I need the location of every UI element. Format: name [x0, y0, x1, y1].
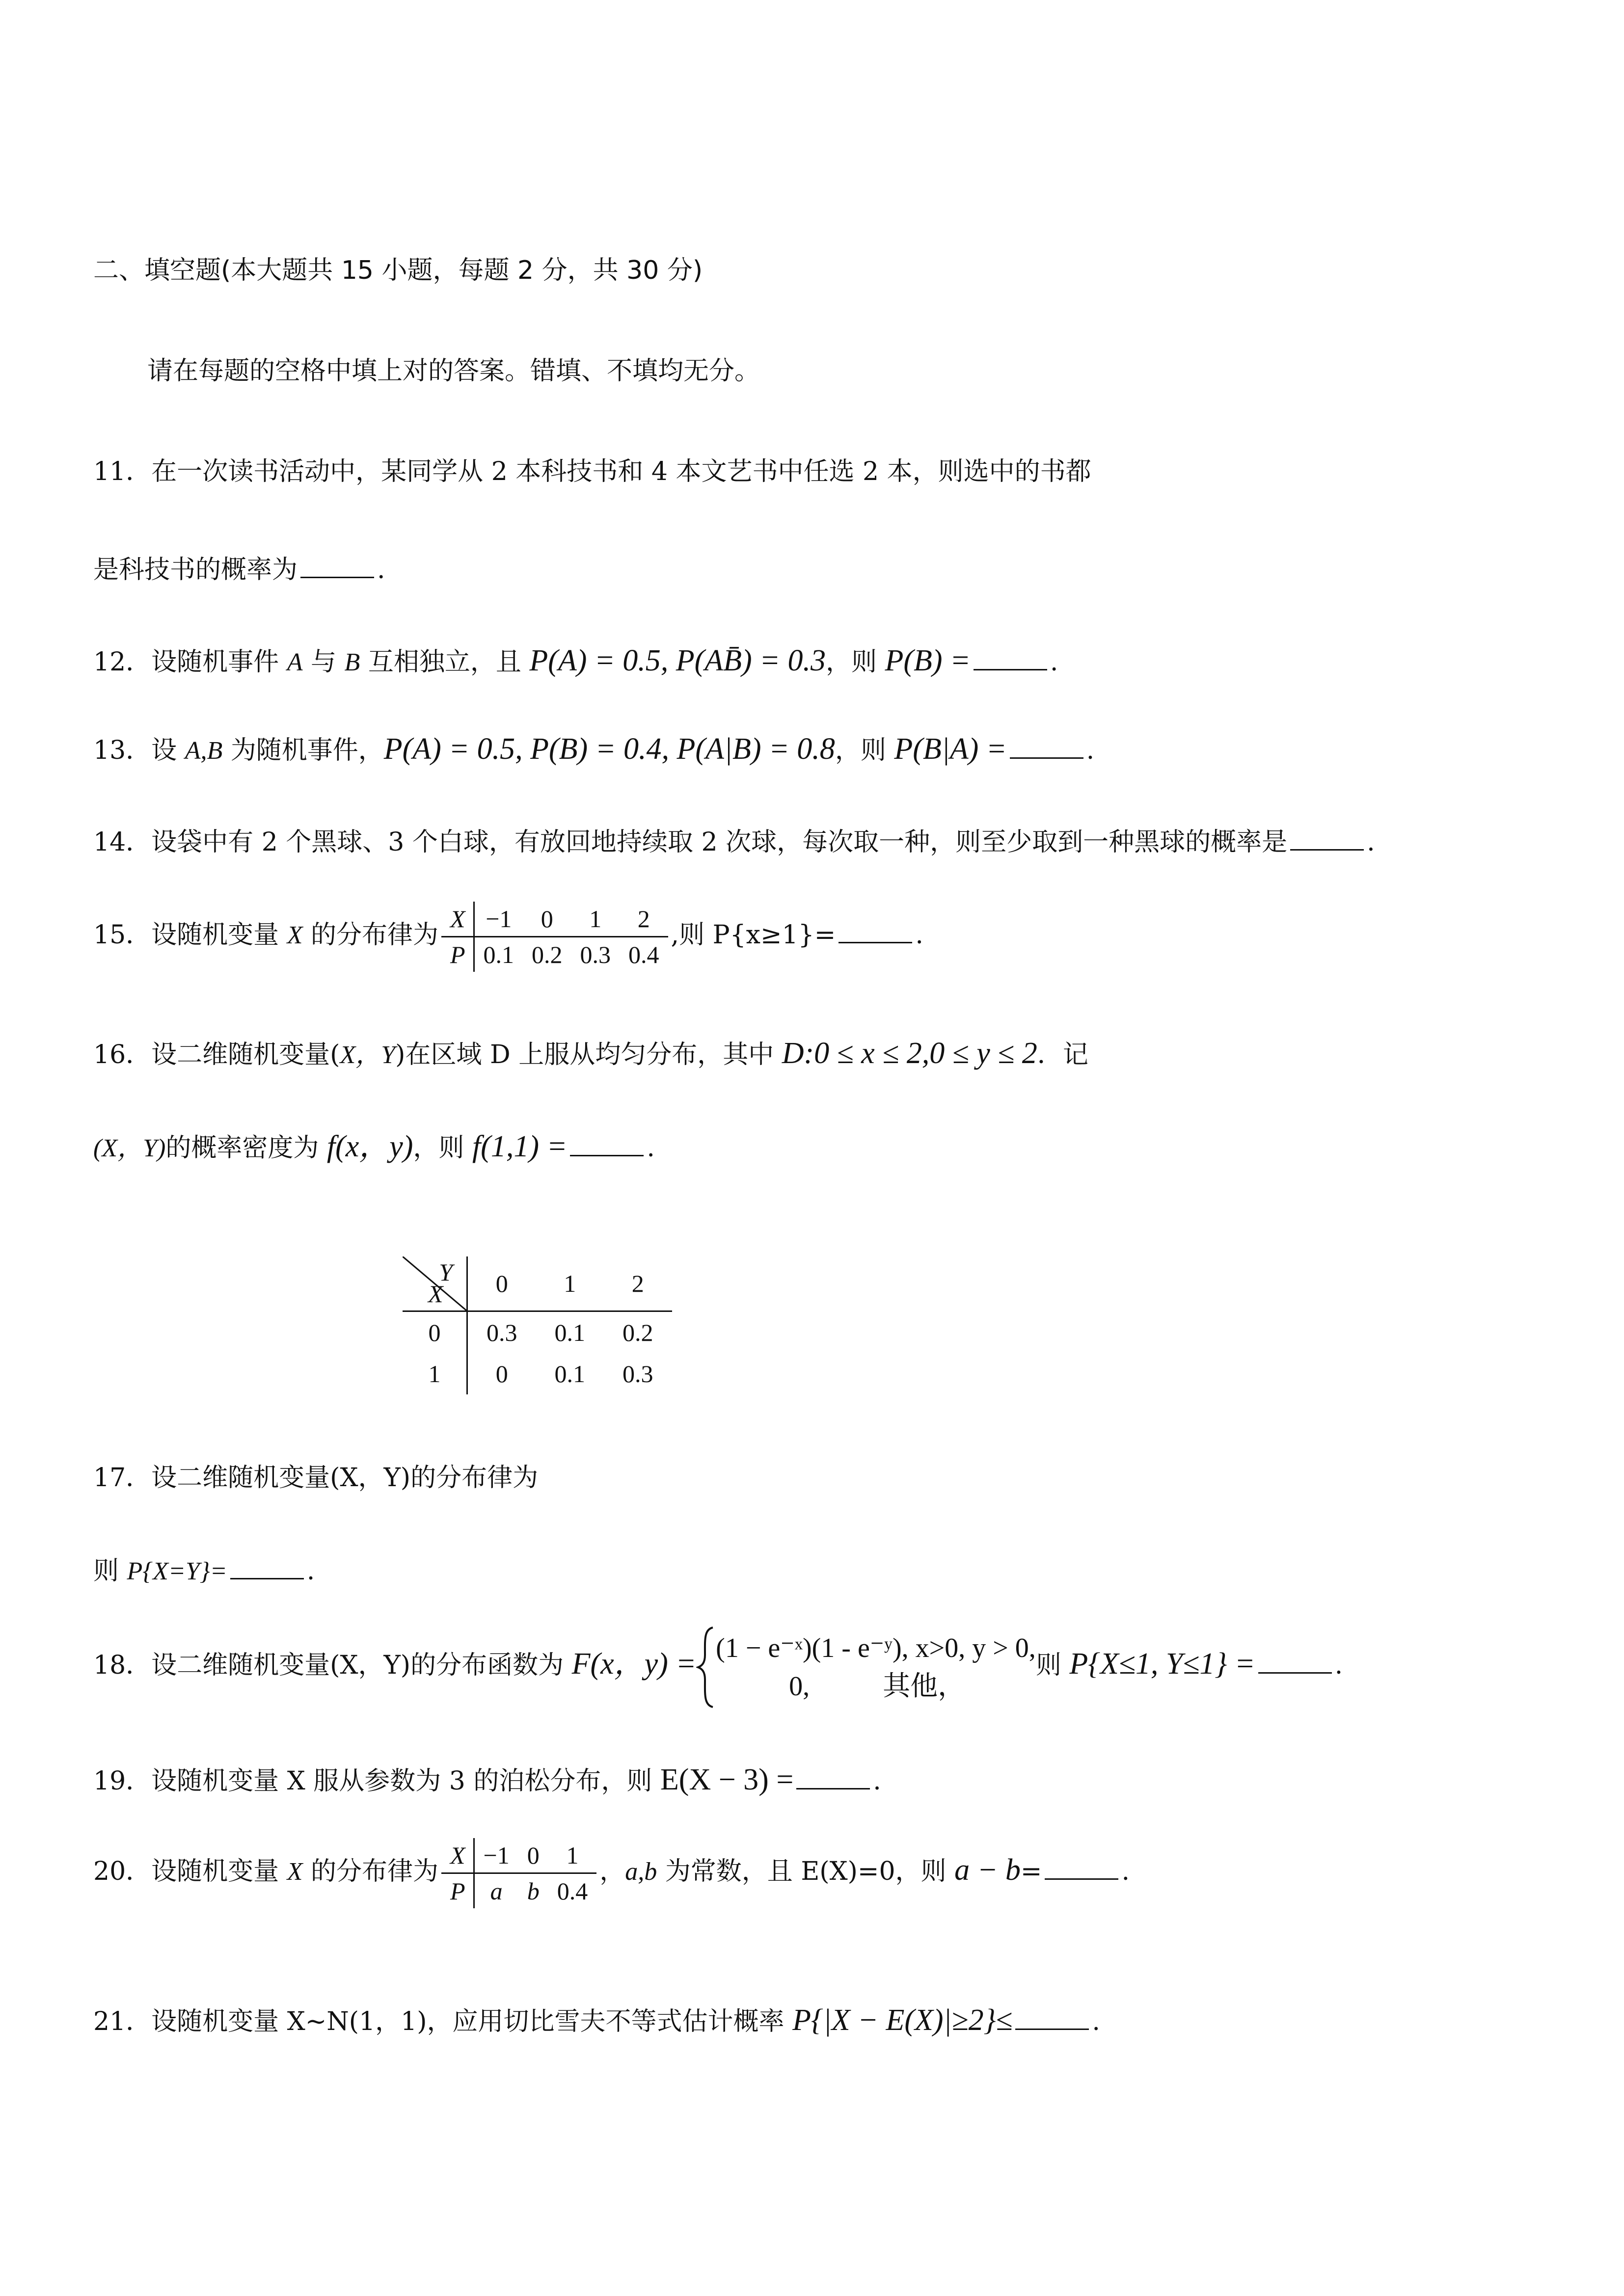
q11-end: . — [377, 555, 385, 585]
q15-var: X — [287, 921, 303, 949]
q13-line — [93, 731, 1094, 769]
q18-case2-condition: 其他， — [883, 1671, 966, 1702]
q18-prefix: 18．设二维随机变量(X，Y)的分布函数为 — [93, 1651, 572, 1680]
table-cell: 0 — [518, 1838, 548, 1873]
q20-ask: a − b — [954, 1853, 1021, 1887]
table-cell: 0.4 — [628, 941, 659, 968]
q20-distribution-table — [441, 1838, 596, 1908]
q11-line2 — [93, 552, 385, 587]
q17-joint-table — [403, 1256, 672, 1394]
answer-blank[interactable] — [839, 918, 912, 943]
q18-case2-value: 0, — [789, 1671, 810, 1702]
q12-event-b: B — [344, 648, 360, 676]
q16-mid: )在区域 D 上服从均匀分布，其中 — [395, 1040, 782, 1069]
table-row-label: X — [441, 1838, 474, 1873]
q19-ask: E(X − 3) = — [660, 1763, 794, 1796]
q17-end: . — [306, 1556, 315, 1586]
q15-end: . — [915, 920, 923, 950]
answer-blank[interactable] — [796, 1764, 870, 1789]
q21-line — [93, 2002, 1100, 2039]
q15-mid: 的分布律为 — [302, 920, 438, 950]
answer-blank[interactable] — [300, 553, 374, 578]
table-cell: 0 — [523, 902, 571, 937]
q20-eq: = — [1020, 1857, 1042, 1886]
q15-after: ,则 P{x≥1}= — [671, 920, 836, 950]
q20-mid: 的分布律为 — [302, 1857, 438, 1886]
column-header: 0 — [467, 1256, 536, 1311]
q16-line2 — [93, 1129, 655, 1166]
q14-text: 14．设袋中有 2 个黑球、3 个白球，有放回地持续取 2 次球，每次取一种，则至少取到一种黑球的概率是 — [93, 828, 1288, 857]
left-brace-icon — [696, 1626, 716, 1709]
q18-function: F(x，y) = — [571, 1647, 697, 1681]
table-row-label: P — [441, 1873, 474, 1909]
col-var-label: Y — [439, 1258, 453, 1286]
q17-ask: P{X=Y}= — [127, 1557, 227, 1585]
table-cell: 0.3 — [487, 1319, 517, 1346]
q17-text: 17．设二维随机变量(X，Y)的分布律为 — [93, 1463, 539, 1493]
q16-xy: X，Y — [340, 1041, 396, 1069]
q16-line1-end: ．记 — [1037, 1040, 1088, 1069]
q11-text: 11．在一次读书活动中，某同学从 2 本科技书和 4 本文艺书中任选 2 本，则选中的书都 — [93, 457, 1091, 486]
q20-var: X — [287, 1858, 303, 1886]
q15-prefix: 15．设随机变量 — [93, 920, 287, 950]
answer-blank[interactable] — [1258, 1649, 1332, 1674]
answer-blank[interactable] — [1290, 826, 1364, 851]
table-cell: 2 — [620, 902, 668, 937]
table-cell: 0.3 — [623, 1360, 653, 1388]
q18-case1: (1 − e⁻ˣ)(1 - e⁻ʸ), x>0, y > 0, — [716, 1632, 1036, 1663]
answer-blank[interactable] — [1015, 2005, 1089, 2030]
answer-blank[interactable] — [974, 645, 1047, 670]
q21-end: . — [1092, 2007, 1100, 2036]
table-cell: 0.1 — [554, 1319, 585, 1346]
q20-after: ， — [599, 1857, 625, 1886]
q11-text-2: 是科技书的概率为 — [93, 555, 298, 585]
table-row-label: X — [441, 902, 474, 937]
q19-end: . — [873, 1766, 881, 1796]
answer-blank[interactable] — [1010, 734, 1083, 759]
q21-prefix: 21．设随机变量 X~N(1，1)，应用切比雪夫不等式估计概率 — [93, 2007, 793, 2036]
table-cell: 0.4 — [557, 1877, 588, 1905]
q19-prefix: 19．设随机变量 X 服从参数为 3 的泊松分布，则 — [93, 1766, 660, 1796]
q12-expression: P(A) = 0.5, P(AB̄) = 0.3 — [529, 644, 826, 677]
table-row — [403, 1311, 672, 1354]
table-cell: a — [490, 1877, 503, 1905]
answer-blank[interactable] — [230, 1554, 304, 1579]
q18-piecewise — [716, 1629, 1036, 1706]
q20-prefix: 20．设随机变量 — [93, 1857, 287, 1886]
q13-events: A,B — [185, 737, 223, 765]
row-header: 1 — [403, 1353, 467, 1394]
q15-distribution-table — [441, 902, 668, 972]
q18-end: . — [1334, 1651, 1343, 1680]
q17-line2 — [93, 1553, 315, 1589]
table-cell: 0.2 — [623, 1319, 653, 1346]
q12-end: . — [1050, 647, 1058, 677]
q17-prefix: 则 — [93, 1556, 127, 1586]
answer-blank[interactable] — [570, 1131, 644, 1156]
table-row — [403, 1353, 672, 1394]
q12-mid2: 互相独立，且 — [360, 647, 530, 677]
q13-mid: 为随机事件， — [222, 736, 384, 765]
column-header: 2 — [604, 1256, 672, 1311]
q16-then: ，则 — [413, 1133, 472, 1163]
q18-ask: P{X≤1, Y≤1} = — [1069, 1647, 1255, 1681]
q13-ask: P(B|A) = — [894, 732, 1007, 766]
q15-line — [93, 896, 923, 975]
q16-end: . — [647, 1133, 655, 1163]
q20-constants: a,b — [625, 1858, 657, 1886]
q13-prefix: 13．设 — [93, 736, 185, 765]
column-header: 1 — [536, 1256, 604, 1311]
q13-then: ，则 — [835, 736, 894, 765]
answer-blank[interactable] — [1045, 1855, 1118, 1880]
table-cell: 0 — [495, 1360, 508, 1388]
q12-event-a: A — [287, 648, 303, 676]
q16-mid-2: 的概率密度为 — [165, 1133, 327, 1163]
q21-ask: P{|X − E(X)|≥2}≤ — [792, 2003, 1013, 2037]
q14-line — [93, 825, 1375, 860]
section-heading: 二、填空题(本大题共 15 小题，每题 2 分，共 30 分) — [93, 256, 703, 285]
q16-line1 — [93, 1036, 1088, 1073]
q12-ask: P(B) = — [885, 644, 971, 677]
section-instruction: 请在每题的空格中填上对的答案。错填、不填均无分。 — [147, 356, 760, 386]
q13-end: . — [1086, 736, 1095, 765]
q18-line — [93, 1620, 1343, 1709]
q20-line — [93, 1831, 1130, 1911]
q18-case2 — [716, 1667, 1036, 1706]
q16-ask: f(1,1) = — [472, 1130, 568, 1163]
q17-line1 — [93, 1460, 538, 1495]
q14-end: . — [1367, 828, 1375, 857]
q18-then: 则 — [1035, 1651, 1070, 1680]
table-cell: 0.1 — [554, 1360, 585, 1388]
table-cell: 0.1 — [483, 941, 514, 968]
row-header: 0 — [403, 1311, 467, 1354]
q20-after2: 为常数，且 E(X)=0，则 — [657, 1857, 955, 1886]
q16-xy-2: (X，Y) — [93, 1134, 166, 1162]
table-cell: 0.2 — [532, 941, 563, 968]
q11-line1 — [93, 454, 1091, 489]
q19-line — [93, 1762, 881, 1799]
row-var-label: X — [428, 1280, 443, 1308]
q12-prefix: 12．设随机事件 — [93, 647, 287, 677]
q20-end: . — [1121, 1857, 1130, 1886]
table-cell: 0.3 — [580, 941, 611, 968]
q13-expression: P(A) = 0.5, P(B) = 0.4, P(A|B) = 0.8 — [383, 732, 835, 766]
q12-mid: 与 — [302, 647, 345, 677]
q16-prefix: 16．设二维随机变量( — [93, 1040, 340, 1069]
q16-region: D:0 ≤ x ≤ 2,0 ≤ y ≤ 2 — [782, 1037, 1037, 1070]
q12-then: ，则 — [825, 647, 885, 677]
table-cell: 1 — [571, 902, 620, 937]
table-cell: b — [527, 1877, 540, 1905]
table-cell: −1 — [474, 1838, 518, 1873]
q16-density: f(x，y) — [326, 1130, 413, 1163]
table-corner — [403, 1256, 467, 1311]
table-cell: −1 — [474, 902, 523, 937]
q12-line — [93, 643, 1058, 680]
table-cell: 1 — [548, 1838, 597, 1873]
table-row-label: P — [441, 937, 474, 972]
